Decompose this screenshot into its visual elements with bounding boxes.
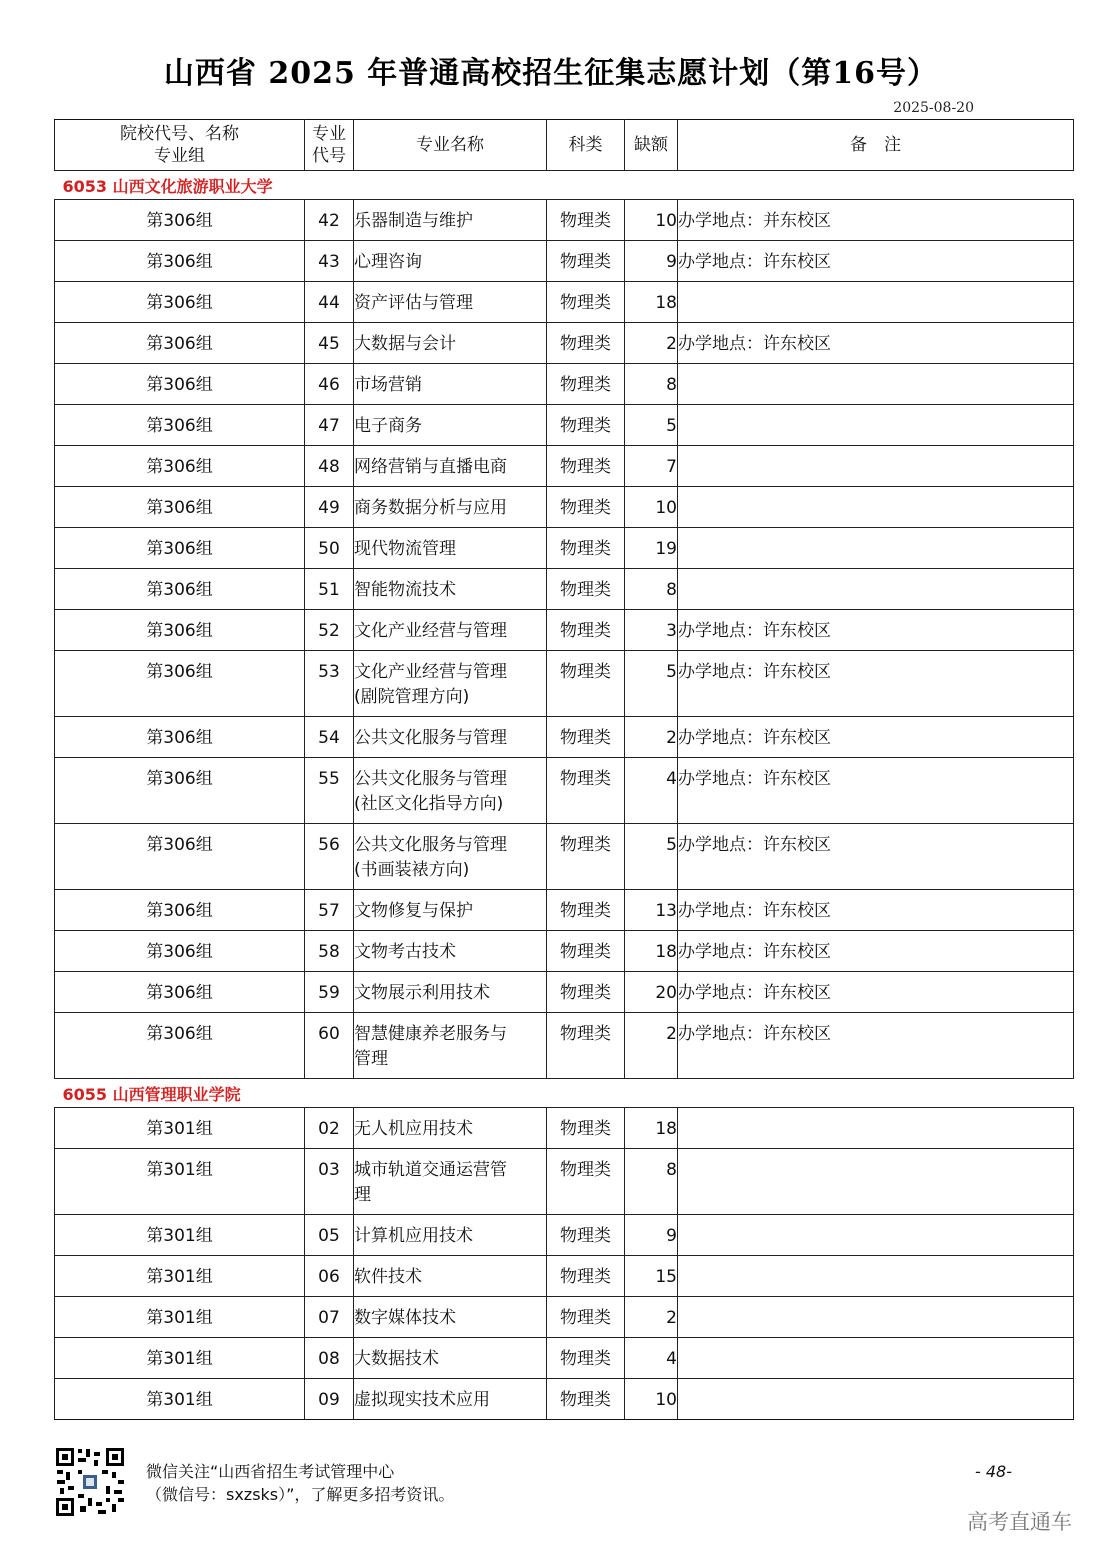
major-name-line1: 心理咨询 — [354, 252, 422, 272]
table-row — [55, 487, 1074, 528]
code-cell: 58 — [305, 931, 354, 972]
note-cell: 办学地点：许东校区 — [678, 931, 1074, 972]
major-name-line1: 虚拟现实技术应用 — [354, 1390, 490, 1410]
code-cell: 50 — [305, 528, 354, 569]
vacancy-cell: 7 — [625, 446, 678, 487]
footer-line1: 微信关注“山西省招生考试管理中心 — [146, 1462, 395, 1481]
group-cell: 第301组 — [55, 1338, 305, 1379]
header-code-line2: 代号 — [312, 146, 346, 166]
note-cell — [678, 569, 1074, 610]
table-row — [55, 972, 1074, 1013]
major-name-cell — [354, 931, 547, 972]
major-name-cell — [354, 364, 547, 405]
group-cell: 第306组 — [55, 1013, 305, 1079]
vacancy-cell: 2 — [625, 323, 678, 364]
note-cell — [678, 1108, 1074, 1149]
code-cell: 09 — [305, 1379, 354, 1420]
school-label: 6055 山西管理职业学院 — [55, 1079, 1074, 1108]
group-cell: 第301组 — [55, 1297, 305, 1338]
code-cell: 46 — [305, 364, 354, 405]
vacancy-cell: 19 — [625, 528, 678, 569]
table-header-row — [55, 120, 1074, 171]
category-cell: 物理类 — [547, 1013, 625, 1079]
code-cell: 53 — [305, 651, 354, 717]
code-cell: 08 — [305, 1338, 354, 1379]
table-row — [55, 758, 1074, 824]
code-cell: 43 — [305, 241, 354, 282]
footer-line2: （微信号：sxzsks）”，了解更多招考资讯。 — [146, 1485, 455, 1504]
major-name-line1: 文化产业经营与管理 — [354, 662, 507, 682]
note-cell: 办学地点：并东校区 — [678, 200, 1074, 241]
category-cell: 物理类 — [547, 1379, 625, 1420]
code-cell: 05 — [305, 1215, 354, 1256]
major-name-line1: 软件技术 — [354, 1267, 422, 1287]
category-cell: 物理类 — [547, 931, 625, 972]
note-cell: 办学地点：许东校区 — [678, 651, 1074, 717]
code-cell: 60 — [305, 1013, 354, 1079]
header-school — [55, 120, 305, 171]
school-group-row — [55, 1079, 1074, 1108]
vacancy-cell: 2 — [625, 1297, 678, 1338]
note-cell: 办学地点：许东校区 — [678, 241, 1074, 282]
group-cell: 第306组 — [55, 569, 305, 610]
group-cell: 第306组 — [55, 487, 305, 528]
group-cell: 第306组 — [55, 610, 305, 651]
group-cell: 第306组 — [55, 200, 305, 241]
vacancy-cell: 5 — [625, 824, 678, 890]
table-row — [55, 1297, 1074, 1338]
major-name-line1: 公共文化服务与管理 — [354, 728, 507, 748]
group-cell: 第301组 — [55, 1149, 305, 1215]
table-row — [55, 1149, 1074, 1215]
vacancy-cell: 18 — [625, 931, 678, 972]
category-cell: 物理类 — [547, 610, 625, 651]
major-name-line1: 计算机应用技术 — [354, 1226, 473, 1246]
major-name-cell — [354, 323, 547, 364]
qr-code-graphic — [54, 1446, 126, 1518]
code-cell: 51 — [305, 569, 354, 610]
vacancy-cell: 4 — [625, 1338, 678, 1379]
table-row — [55, 241, 1074, 282]
header-note: 备 注 — [678, 120, 1074, 171]
header-category: 科类 — [547, 120, 625, 171]
header-vacancy: 缺额 — [625, 120, 678, 171]
table-row — [55, 200, 1074, 241]
qr-code-icon — [54, 1446, 126, 1518]
major-name-cell — [354, 824, 547, 890]
group-cell: 第306组 — [55, 717, 305, 758]
major-name-line2: 理 — [354, 1185, 371, 1205]
table-row — [55, 1108, 1074, 1149]
code-cell: 57 — [305, 890, 354, 931]
major-name-cell — [354, 1215, 547, 1256]
group-cell: 第306组 — [55, 446, 305, 487]
vacancy-cell: 9 — [625, 241, 678, 282]
category-cell: 物理类 — [547, 241, 625, 282]
note-cell — [678, 487, 1074, 528]
group-cell: 第306组 — [55, 364, 305, 405]
group-cell: 第301组 — [55, 1256, 305, 1297]
major-name-line1: 公共文化服务与管理 — [354, 835, 507, 855]
major-name-line1: 城市轨道交通运营管 — [354, 1160, 507, 1180]
major-name-line2: (社区文化指导方向) — [354, 794, 504, 814]
major-name-cell — [354, 282, 547, 323]
group-cell: 第301组 — [55, 1108, 305, 1149]
table-row — [55, 1256, 1074, 1297]
category-cell: 物理类 — [547, 890, 625, 931]
major-name-line2: (剧院管理方向) — [354, 687, 470, 707]
major-name-line1: 资产评估与管理 — [354, 293, 473, 313]
major-name-line1: 市场营销 — [354, 375, 422, 395]
category-cell: 物理类 — [547, 364, 625, 405]
note-cell: 办学地点：许东校区 — [678, 610, 1074, 651]
major-name-cell — [354, 972, 547, 1013]
major-name-cell — [354, 200, 547, 241]
major-name-line1: 电子商务 — [354, 416, 422, 436]
category-cell: 物理类 — [547, 446, 625, 487]
code-cell: 03 — [305, 1149, 354, 1215]
note-cell — [678, 1297, 1074, 1338]
note-cell: 办学地点：许东校区 — [678, 824, 1074, 890]
group-cell: 第306组 — [55, 282, 305, 323]
category-cell: 物理类 — [547, 487, 625, 528]
code-cell: 48 — [305, 446, 354, 487]
category-cell: 物理类 — [547, 1108, 625, 1149]
note-cell: 办学地点：许东校区 — [678, 890, 1074, 931]
code-cell: 56 — [305, 824, 354, 890]
category-cell: 物理类 — [547, 569, 625, 610]
vacancy-cell: 8 — [625, 364, 678, 405]
note-cell: 办学地点：许东校区 — [678, 323, 1074, 364]
vacancy-cell: 18 — [625, 1108, 678, 1149]
school-group-row — [55, 171, 1074, 200]
major-name-cell — [354, 1013, 547, 1079]
table-row — [55, 717, 1074, 758]
major-name-line1: 智慧健康养老服务与 — [354, 1024, 507, 1044]
header-code-line1: 专业 — [312, 124, 346, 144]
note-cell — [678, 446, 1074, 487]
category-cell: 物理类 — [547, 200, 625, 241]
major-name-cell — [354, 717, 547, 758]
table-row — [55, 610, 1074, 651]
major-name-line1: 商务数据分析与应用 — [354, 498, 507, 518]
table-row — [55, 364, 1074, 405]
table-row — [55, 528, 1074, 569]
note-cell — [678, 364, 1074, 405]
vacancy-cell: 15 — [625, 1256, 678, 1297]
table-row — [55, 446, 1074, 487]
group-cell: 第306组 — [55, 824, 305, 890]
vacancy-cell: 3 — [625, 610, 678, 651]
major-name-line1: 文物修复与保护 — [354, 901, 473, 921]
note-cell: 办学地点：许东校区 — [678, 972, 1074, 1013]
category-cell: 物理类 — [547, 1215, 625, 1256]
code-cell: 45 — [305, 323, 354, 364]
major-name-cell — [354, 1108, 547, 1149]
table-row — [55, 651, 1074, 717]
vacancy-cell: 9 — [625, 1215, 678, 1256]
major-name-cell — [354, 1379, 547, 1420]
code-cell: 44 — [305, 282, 354, 323]
category-cell: 物理类 — [547, 651, 625, 717]
plan-table — [54, 119, 1074, 1420]
category-cell: 物理类 — [547, 405, 625, 446]
major-name-cell — [354, 758, 547, 824]
category-cell: 物理类 — [547, 1297, 625, 1338]
group-cell: 第306组 — [55, 931, 305, 972]
group-cell: 第306组 — [55, 758, 305, 824]
code-cell: 06 — [305, 1256, 354, 1297]
table-row — [55, 1013, 1074, 1079]
page-title: 山西省 2025 年普通高校招生征集志愿计划（第16号） — [163, 56, 939, 91]
code-cell: 52 — [305, 610, 354, 651]
major-name-cell — [354, 528, 547, 569]
major-name-line1: 网络营销与直播电商 — [354, 457, 507, 477]
category-cell: 物理类 — [547, 528, 625, 569]
code-cell: 47 — [305, 405, 354, 446]
major-name-line1: 大数据与会计 — [354, 334, 456, 354]
watermark: 高考直通车 — [967, 1510, 1072, 1534]
major-name-line1: 现代物流管理 — [354, 539, 456, 559]
vacancy-cell: 5 — [625, 405, 678, 446]
category-cell: 物理类 — [547, 717, 625, 758]
category-cell: 物理类 — [547, 282, 625, 323]
vacancy-cell: 18 — [625, 282, 678, 323]
category-cell: 物理类 — [547, 972, 625, 1013]
category-cell: 物理类 — [547, 1256, 625, 1297]
school-label: 6053 山西文化旅游职业大学 — [55, 171, 1074, 200]
group-cell: 第306组 — [55, 890, 305, 931]
category-cell: 物理类 — [547, 824, 625, 890]
major-name-cell — [354, 1149, 547, 1215]
category-cell: 物理类 — [547, 1149, 625, 1215]
table-row — [55, 569, 1074, 610]
table-row — [55, 1379, 1074, 1420]
table-body — [55, 171, 1074, 1420]
header-name: 专业名称 — [354, 120, 547, 171]
major-name-line1: 数字媒体技术 — [354, 1308, 456, 1328]
note-cell — [678, 1149, 1074, 1215]
note-cell — [678, 282, 1074, 323]
code-cell: 49 — [305, 487, 354, 528]
note-cell — [678, 405, 1074, 446]
major-name-cell — [354, 241, 547, 282]
major-name-cell — [354, 1297, 547, 1338]
major-name-line2: (书画装裱方向) — [354, 860, 470, 880]
code-cell: 54 — [305, 717, 354, 758]
vacancy-cell: 2 — [625, 1013, 678, 1079]
note-cell — [678, 528, 1074, 569]
table-row — [55, 1338, 1074, 1379]
table-row — [55, 890, 1074, 931]
group-cell: 第306组 — [55, 405, 305, 446]
major-name-line1: 文物考古技术 — [354, 942, 456, 962]
major-name-cell — [354, 487, 547, 528]
vacancy-cell: 4 — [625, 758, 678, 824]
vacancy-cell: 5 — [625, 651, 678, 717]
table-row — [55, 824, 1074, 890]
major-name-cell — [354, 890, 547, 931]
page-number: - 48- — [975, 1462, 1012, 1481]
note-cell — [678, 1379, 1074, 1420]
major-name-cell — [354, 651, 547, 717]
group-cell: 第301组 — [55, 1379, 305, 1420]
note-cell: 办学地点：许东校区 — [678, 717, 1074, 758]
major-name-line1: 文物展示利用技术 — [354, 983, 490, 1003]
note-cell: 办学地点：许东校区 — [678, 1013, 1074, 1079]
group-cell: 第306组 — [55, 651, 305, 717]
table-row — [55, 323, 1074, 364]
group-cell: 第306组 — [55, 972, 305, 1013]
footer-text — [146, 1460, 454, 1506]
note-cell — [678, 1338, 1074, 1379]
major-name-line2: 管理 — [354, 1049, 388, 1069]
code-cell: 59 — [305, 972, 354, 1013]
vacancy-cell: 20 — [625, 972, 678, 1013]
vacancy-cell: 10 — [625, 1379, 678, 1420]
category-cell: 物理类 — [547, 323, 625, 364]
category-cell: 物理类 — [547, 1338, 625, 1379]
header-school-line2: 专业组 — [154, 146, 205, 166]
major-name-cell — [354, 446, 547, 487]
table-row — [55, 405, 1074, 446]
major-name-cell — [354, 610, 547, 651]
publish-date: 2025-08-20 — [893, 100, 974, 116]
vacancy-cell: 8 — [625, 569, 678, 610]
major-name-line1: 大数据技术 — [354, 1349, 439, 1369]
major-name-line1: 乐器制造与维护 — [354, 211, 473, 231]
code-cell: 02 — [305, 1108, 354, 1149]
note-cell — [678, 1256, 1074, 1297]
footer — [54, 1446, 126, 1518]
group-cell: 第301组 — [55, 1215, 305, 1256]
group-cell: 第306组 — [55, 323, 305, 364]
major-name-cell — [354, 405, 547, 446]
major-name-cell — [354, 569, 547, 610]
major-name-cell — [354, 1256, 547, 1297]
vacancy-cell: 2 — [625, 717, 678, 758]
major-name-line1: 智能物流技术 — [354, 580, 456, 600]
table-row — [55, 931, 1074, 972]
note-cell — [678, 1215, 1074, 1256]
vacancy-cell: 10 — [625, 200, 678, 241]
major-name-cell — [354, 1338, 547, 1379]
group-cell: 第306组 — [55, 528, 305, 569]
note-cell: 办学地点：许东校区 — [678, 758, 1074, 824]
code-cell: 42 — [305, 200, 354, 241]
group-cell: 第306组 — [55, 241, 305, 282]
table-row — [55, 282, 1074, 323]
vacancy-cell: 10 — [625, 487, 678, 528]
code-cell: 07 — [305, 1297, 354, 1338]
major-name-line1: 公共文化服务与管理 — [354, 769, 507, 789]
header-school-line1: 院校代号、名称 — [120, 124, 239, 144]
vacancy-cell: 8 — [625, 1149, 678, 1215]
table-row — [55, 1215, 1074, 1256]
major-name-line1: 无人机应用技术 — [354, 1119, 473, 1139]
header-code — [305, 120, 354, 171]
category-cell: 物理类 — [547, 758, 625, 824]
vacancy-cell: 13 — [625, 890, 678, 931]
major-name-line1: 文化产业经营与管理 — [354, 621, 507, 641]
code-cell: 55 — [305, 758, 354, 824]
